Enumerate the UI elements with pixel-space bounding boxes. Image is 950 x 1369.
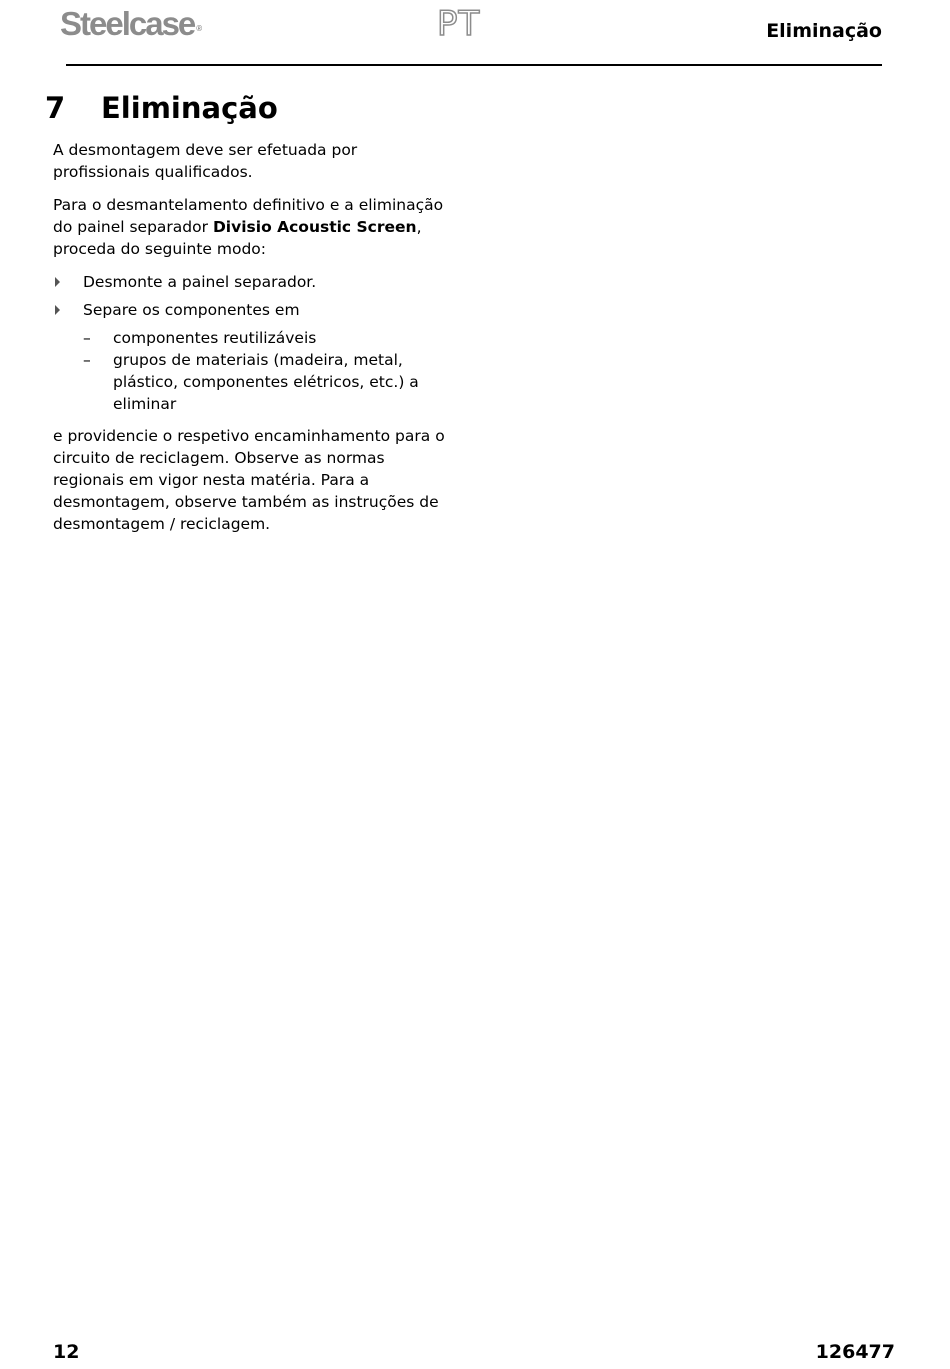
- sub-item-text: componentes reutilizáveis: [113, 329, 317, 347]
- step-item: [53, 299, 453, 415]
- sub-list: [83, 327, 453, 415]
- page-number: 12: [53, 1341, 80, 1363]
- brand-logo-text: Steelcase: [60, 5, 195, 42]
- instructions-text-end: , proceda do seguinte modo:: [53, 218, 422, 258]
- step-text: Desmonte a painel separador.: [83, 273, 317, 291]
- language-code: PT: [437, 4, 481, 44]
- step-text: Separe os componentes em: [83, 301, 300, 319]
- dash-bullet: –: [83, 351, 91, 369]
- step-list: [53, 271, 453, 415]
- product-name: Divisio Acoustic Screen: [212, 218, 417, 236]
- instructions-text-start: Para o desmantelamento definitivo e a eliminação do painel separador: [53, 196, 444, 236]
- triangle-right-icon: [55, 277, 60, 287]
- step-item: [53, 271, 453, 293]
- triangle-right-icon: [55, 305, 60, 315]
- brand-logo: [60, 5, 203, 42]
- closing-paragraph: e providencie o respetivo encaminhamento para o circuito de reciclagem. Observe as normas regionais em vigor nesta matéria. Para a desmontagem, observe também as instruções de desmontagem / reciclagem.: [53, 427, 445, 533]
- header-divider: [66, 64, 882, 66]
- running-header-title: Eliminação: [766, 20, 882, 42]
- instructions-paragraph: [53, 194, 453, 260]
- section-heading: [45, 88, 278, 128]
- document-number: 126477: [815, 1341, 895, 1363]
- intro-paragraph: A desmontagem deve ser efetuada por profissionais qualificados.: [53, 141, 358, 181]
- section-title: Eliminação: [101, 91, 278, 125]
- main-content: [53, 139, 453, 546]
- sub-list-item: [83, 327, 453, 349]
- registered-mark: ®: [196, 24, 203, 33]
- sub-list-item: [83, 349, 453, 415]
- sub-item-text: grupos de materiais (madeira, metal, plástico, componentes elétricos, etc.) a eliminar: [113, 351, 419, 413]
- dash-bullet: –: [83, 329, 91, 347]
- section-number: 7: [45, 91, 66, 125]
